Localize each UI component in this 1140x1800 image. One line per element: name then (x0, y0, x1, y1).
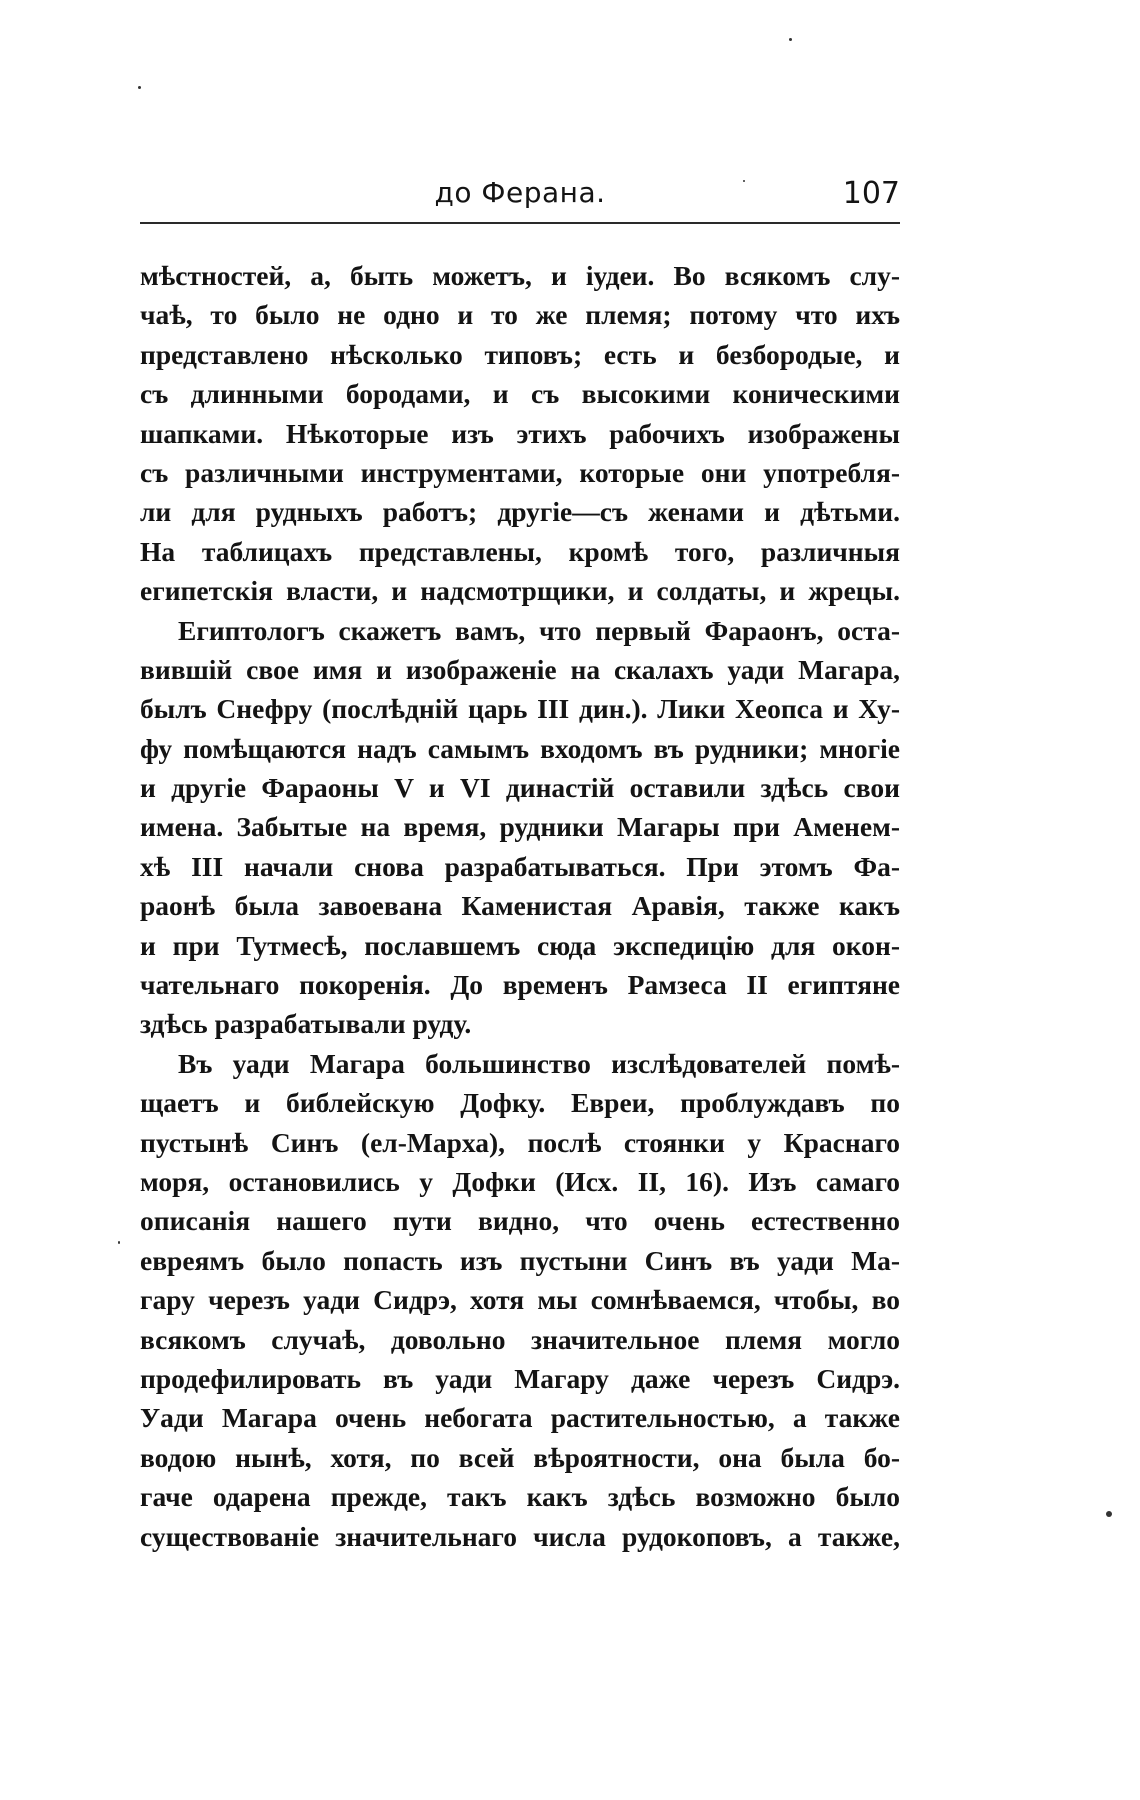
text-line: описанія нашего пути видно, что очень естественно (140, 1205, 900, 1237)
text-line: и при Тутмесѣ, пославшемъ сюда экспедицію для окон- (140, 929, 900, 961)
text-line: вившій свое имя и изображеніе на скалахъ уади Магара, (140, 653, 900, 685)
text-line: мѣстностей, а, быть можетъ, и іудеи. Во всякомъ слу- (140, 260, 900, 291)
running-title: до Ферана. (434, 176, 606, 209)
body-text (140, 256, 900, 1556)
header-rule (140, 222, 900, 224)
text-line: представлено нѣсколько типовъ; есть и безбородые, и (140, 338, 900, 370)
text-line: раонѣ была завоевана Каменистая Аравія, также какъ (140, 890, 900, 922)
scan-speck (789, 38, 792, 41)
paragraph-2 (140, 611, 900, 1044)
text-line: чаѣ, то было не одно и то же племя; потому что ихъ (140, 299, 900, 331)
text-line: продефилировать въ уади Магару даже черезъ Сидрэ. (140, 1362, 900, 1394)
scan-speck (743, 180, 745, 182)
text-line: былъ Снефру (послѣдній царь III дин.). Лики Хеопса и Ху- (140, 693, 900, 725)
page-number: 107 (842, 176, 900, 211)
text-line: моря, остановились у Дофки (Исх. II, 16). Изъ самаго (140, 1165, 900, 1197)
text-line: гаче одарена прежде, такъ какъ здѣсь возможно было (140, 1481, 900, 1513)
text-line: съ длинными бородами, и съ высокими коническими (140, 378, 900, 410)
text-line: шапками. Нѣкоторые изъ этихъ рабочихъ изображены (140, 417, 900, 449)
scan-speck (1106, 1511, 1112, 1517)
text-line: ли для рудныхъ работъ; другіе—съ женами и дѣтьми. (140, 496, 900, 528)
text-line: евреямъ было попасть изъ пустыни Синъ въ уади Ма- (140, 1244, 900, 1276)
text-line: гару черезъ уади Сидрэ, хотя мы сомнѣваемся, чтобы, во (140, 1284, 900, 1316)
text-line: и другіе Фараоны V и VI династій оставили здѣсь свои (140, 772, 900, 804)
page-header (140, 176, 900, 220)
text-line: имена. Забытые на время, рудники Магары при Аменем- (140, 811, 900, 843)
text-line: всякомъ случаѣ, довольно значительное племя могло (140, 1323, 900, 1355)
text-line: пустынѣ Синъ (ел-Марха), послѣ стоянки у Краснаго (140, 1126, 900, 1158)
text-line: хѣ III начали снова разрабатываться. При этомъ Фа- (140, 850, 900, 882)
text-line: Въ уади Магара большинство изслѣдователей помѣ- (178, 1047, 900, 1079)
paragraph-3 (140, 1044, 900, 1556)
text-line: Уади Магара очень небогата растительностью, а также (140, 1402, 900, 1434)
text-line: фу помѣщаются надъ самымъ входомъ въ рудники; многіе (140, 732, 900, 764)
text-line: Египтологъ скажетъ вамъ, что первый Фараонъ, оста- (178, 614, 900, 646)
text-line: египетскія власти, и надсмотрщики, и солдаты, и жрецы. (140, 575, 900, 607)
text-line: съ различными инструментами, которые они употребля- (140, 456, 900, 488)
text-line: На таблицахъ представлены, кромѣ того, различныя (140, 535, 900, 567)
scan-speck (118, 1241, 120, 1244)
text-line: водою нынѣ, хотя, по всей вѣроятности, она была бо- (140, 1441, 900, 1473)
text-line: здѣсь разрабатывали руду. (140, 1008, 472, 1040)
scan-speck (138, 86, 141, 89)
paragraph-1 (140, 256, 900, 611)
text-line: чательнаго покоренія. До временъ Рамзеса II египтяне (140, 969, 900, 1001)
text-line: существованіе значительнаго числа рудокоповъ, а также, (140, 1520, 900, 1552)
text-line: щаетъ и библейскую Дофку. Евреи, проблуждавъ по (140, 1087, 900, 1119)
